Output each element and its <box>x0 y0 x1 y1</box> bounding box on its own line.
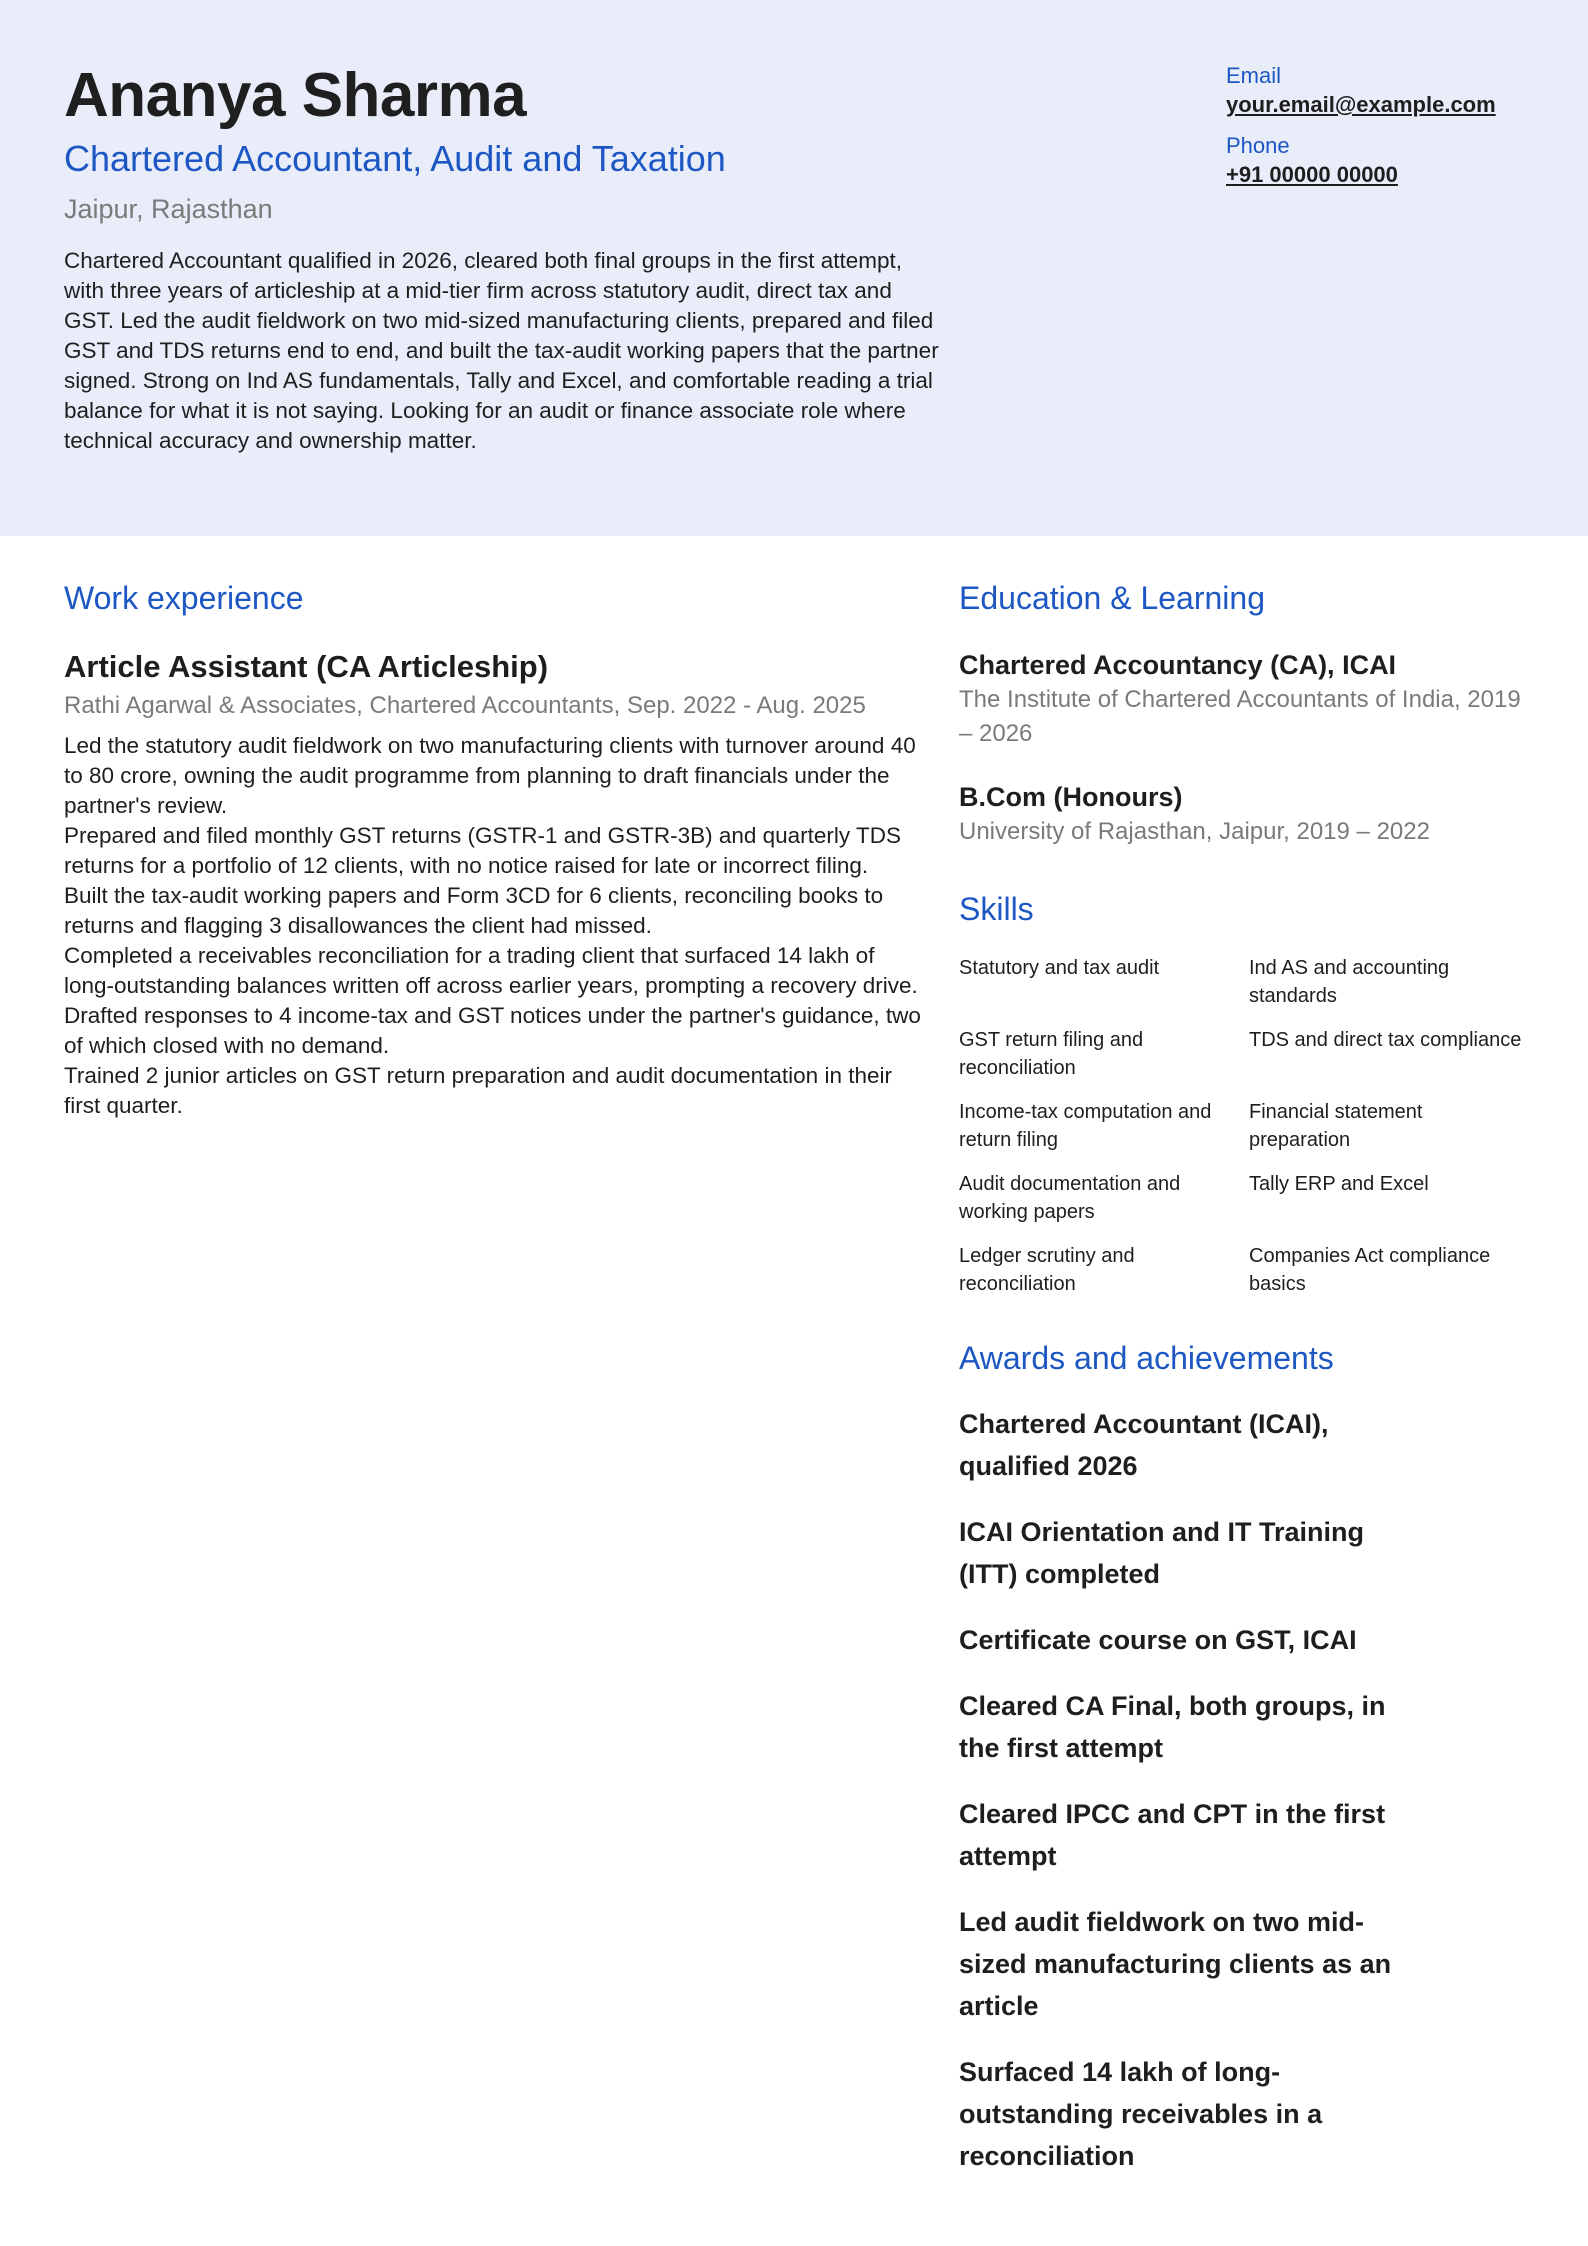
job-role: Article Assistant (CA Articleship) <box>64 649 549 684</box>
education-degree: Chartered Accountancy (CA), ICAI <box>959 650 1397 680</box>
job-bullets <box>64 731 924 1121</box>
phone-label: Phone <box>1226 133 1290 158</box>
job-meta: Rathi Agarwal & Associates, Chartered Accountants, Sep. 2022 - Aug. 2025 <box>64 692 866 719</box>
job-bullet: Built the tax-audit working papers and Form 3CD for 6 clients, reconciling books to returns and flagging 3 disallowances the client had missed. <box>64 883 884 938</box>
award-item: ICAI Orientation and IT Training (ITT) completed <box>959 1517 1365 1589</box>
award-item: Cleared IPCC and CPT in the first attempt <box>959 1799 1386 1871</box>
job-bullet: Trained 2 junior articles on GST return preparation and audit documentation in their first quarter. <box>64 1063 892 1118</box>
job-bullet: Prepared and filed monthly GST returns (GSTR-1 and GSTR-3B) and quarterly TDS returns for a portfolio of 12 clients, with no notice raised for late or incorrect filing. <box>64 823 902 878</box>
education-title: Education & Learning <box>959 580 1265 616</box>
phone-link[interactable]: +91 00000 00000 <box>1226 162 1398 187</box>
work-experience-title: Work experience <box>64 580 304 616</box>
skill-item: Financial statement preparation <box>1249 1101 1423 1151</box>
sidebar-column <box>959 580 1539 2201</box>
skills-title: Skills <box>959 891 1034 927</box>
education-school: University of Rajasthan, Jaipur, 2019 – 2022 <box>959 818 1430 845</box>
award-item: Certificate course on GST, ICAI <box>959 1625 1357 1655</box>
job-bullet: Completed a receivables reconciliation for a trading client that surfaced 14 lakh of long-outstanding balances written off across earlier years, prompting a recovery drive. <box>64 943 918 998</box>
award-item: Surfaced 14 lakh of long-outstanding receivables in a reconciliation <box>959 2057 1323 2171</box>
profile-summary: Chartered Accountant qualified in 2026, cleared both final groups in the first attempt, with three years of articleship at a mid-tier firm across statutory audit, direct tax and GST. Led the audit fieldwork on two mid-sized manufacturing clients, prepared and filed GST and TDS returns end to end, and built the tax-audit working papers that the partner signed. Strong on Ind AS fundamentals, Tally and Excel, and comfortable reading a trial balance for what it is not saying. Looking for an audit or finance associate role where technical accuracy and ownership matter. <box>64 248 939 453</box>
award-item: Chartered Accountant (ICAI), qualified 2026 <box>959 1409 1329 1481</box>
skill-item: Tally ERP and Excel <box>1249 1173 1429 1195</box>
email-label: Email <box>1226 63 1282 88</box>
candidate-name: Ananya Sharma <box>64 61 527 130</box>
skill-item: TDS and direct tax compliance <box>1249 1029 1522 1051</box>
candidate-headline: Chartered Accountant, Audit and Taxation <box>64 138 726 179</box>
award-item: Cleared CA Final, both groups, in the first attempt <box>959 1691 1386 1763</box>
candidate-location: Jaipur, Rajasthan <box>64 194 273 224</box>
skill-item: Statutory and tax audit <box>959 957 1160 979</box>
job-entry <box>64 647 924 1121</box>
email-link[interactable]: your.email@example.com <box>1226 92 1496 117</box>
skills-grid <box>959 954 1539 1298</box>
work-experience-section <box>64 580 924 1121</box>
skill-item: Companies Act compliance basics <box>1249 1245 1491 1295</box>
job-bullet: Led the statutory audit fieldwork on two manufacturing clients with turnover around 40 to 80 crore, owning the audit programme from planning to draft financials under the partner's review. <box>64 733 916 818</box>
skill-item: Ledger scrutiny and reconciliation <box>959 1245 1135 1295</box>
education-entry <box>959 779 1539 849</box>
skill-item: Income-tax computation and return filing <box>959 1101 1212 1151</box>
education-school: The Institute of Chartered Accountants of India, 2019 – 2026 <box>959 686 1521 747</box>
award-item: Led audit fieldwork on two mid-sized manufacturing clients as an article <box>959 1907 1392 2021</box>
job-bullet: Drafted responses to 4 income-tax and GST notices under the partner's guidance, two of which closed with no demand. <box>64 1003 921 1058</box>
contact-block <box>1226 62 1556 202</box>
awards-title: Awards and achievements <box>959 1340 1334 1376</box>
awards-list <box>959 1403 1539 2177</box>
resume-header <box>0 0 1588 536</box>
skill-item: Ind AS and accounting standards <box>1249 957 1450 1007</box>
education-degree: B.Com (Honours) <box>959 782 1183 812</box>
skill-item: GST return filing and reconciliation <box>959 1029 1144 1079</box>
skill-item: Audit documentation and working papers <box>959 1173 1181 1223</box>
education-entry <box>959 647 1539 751</box>
